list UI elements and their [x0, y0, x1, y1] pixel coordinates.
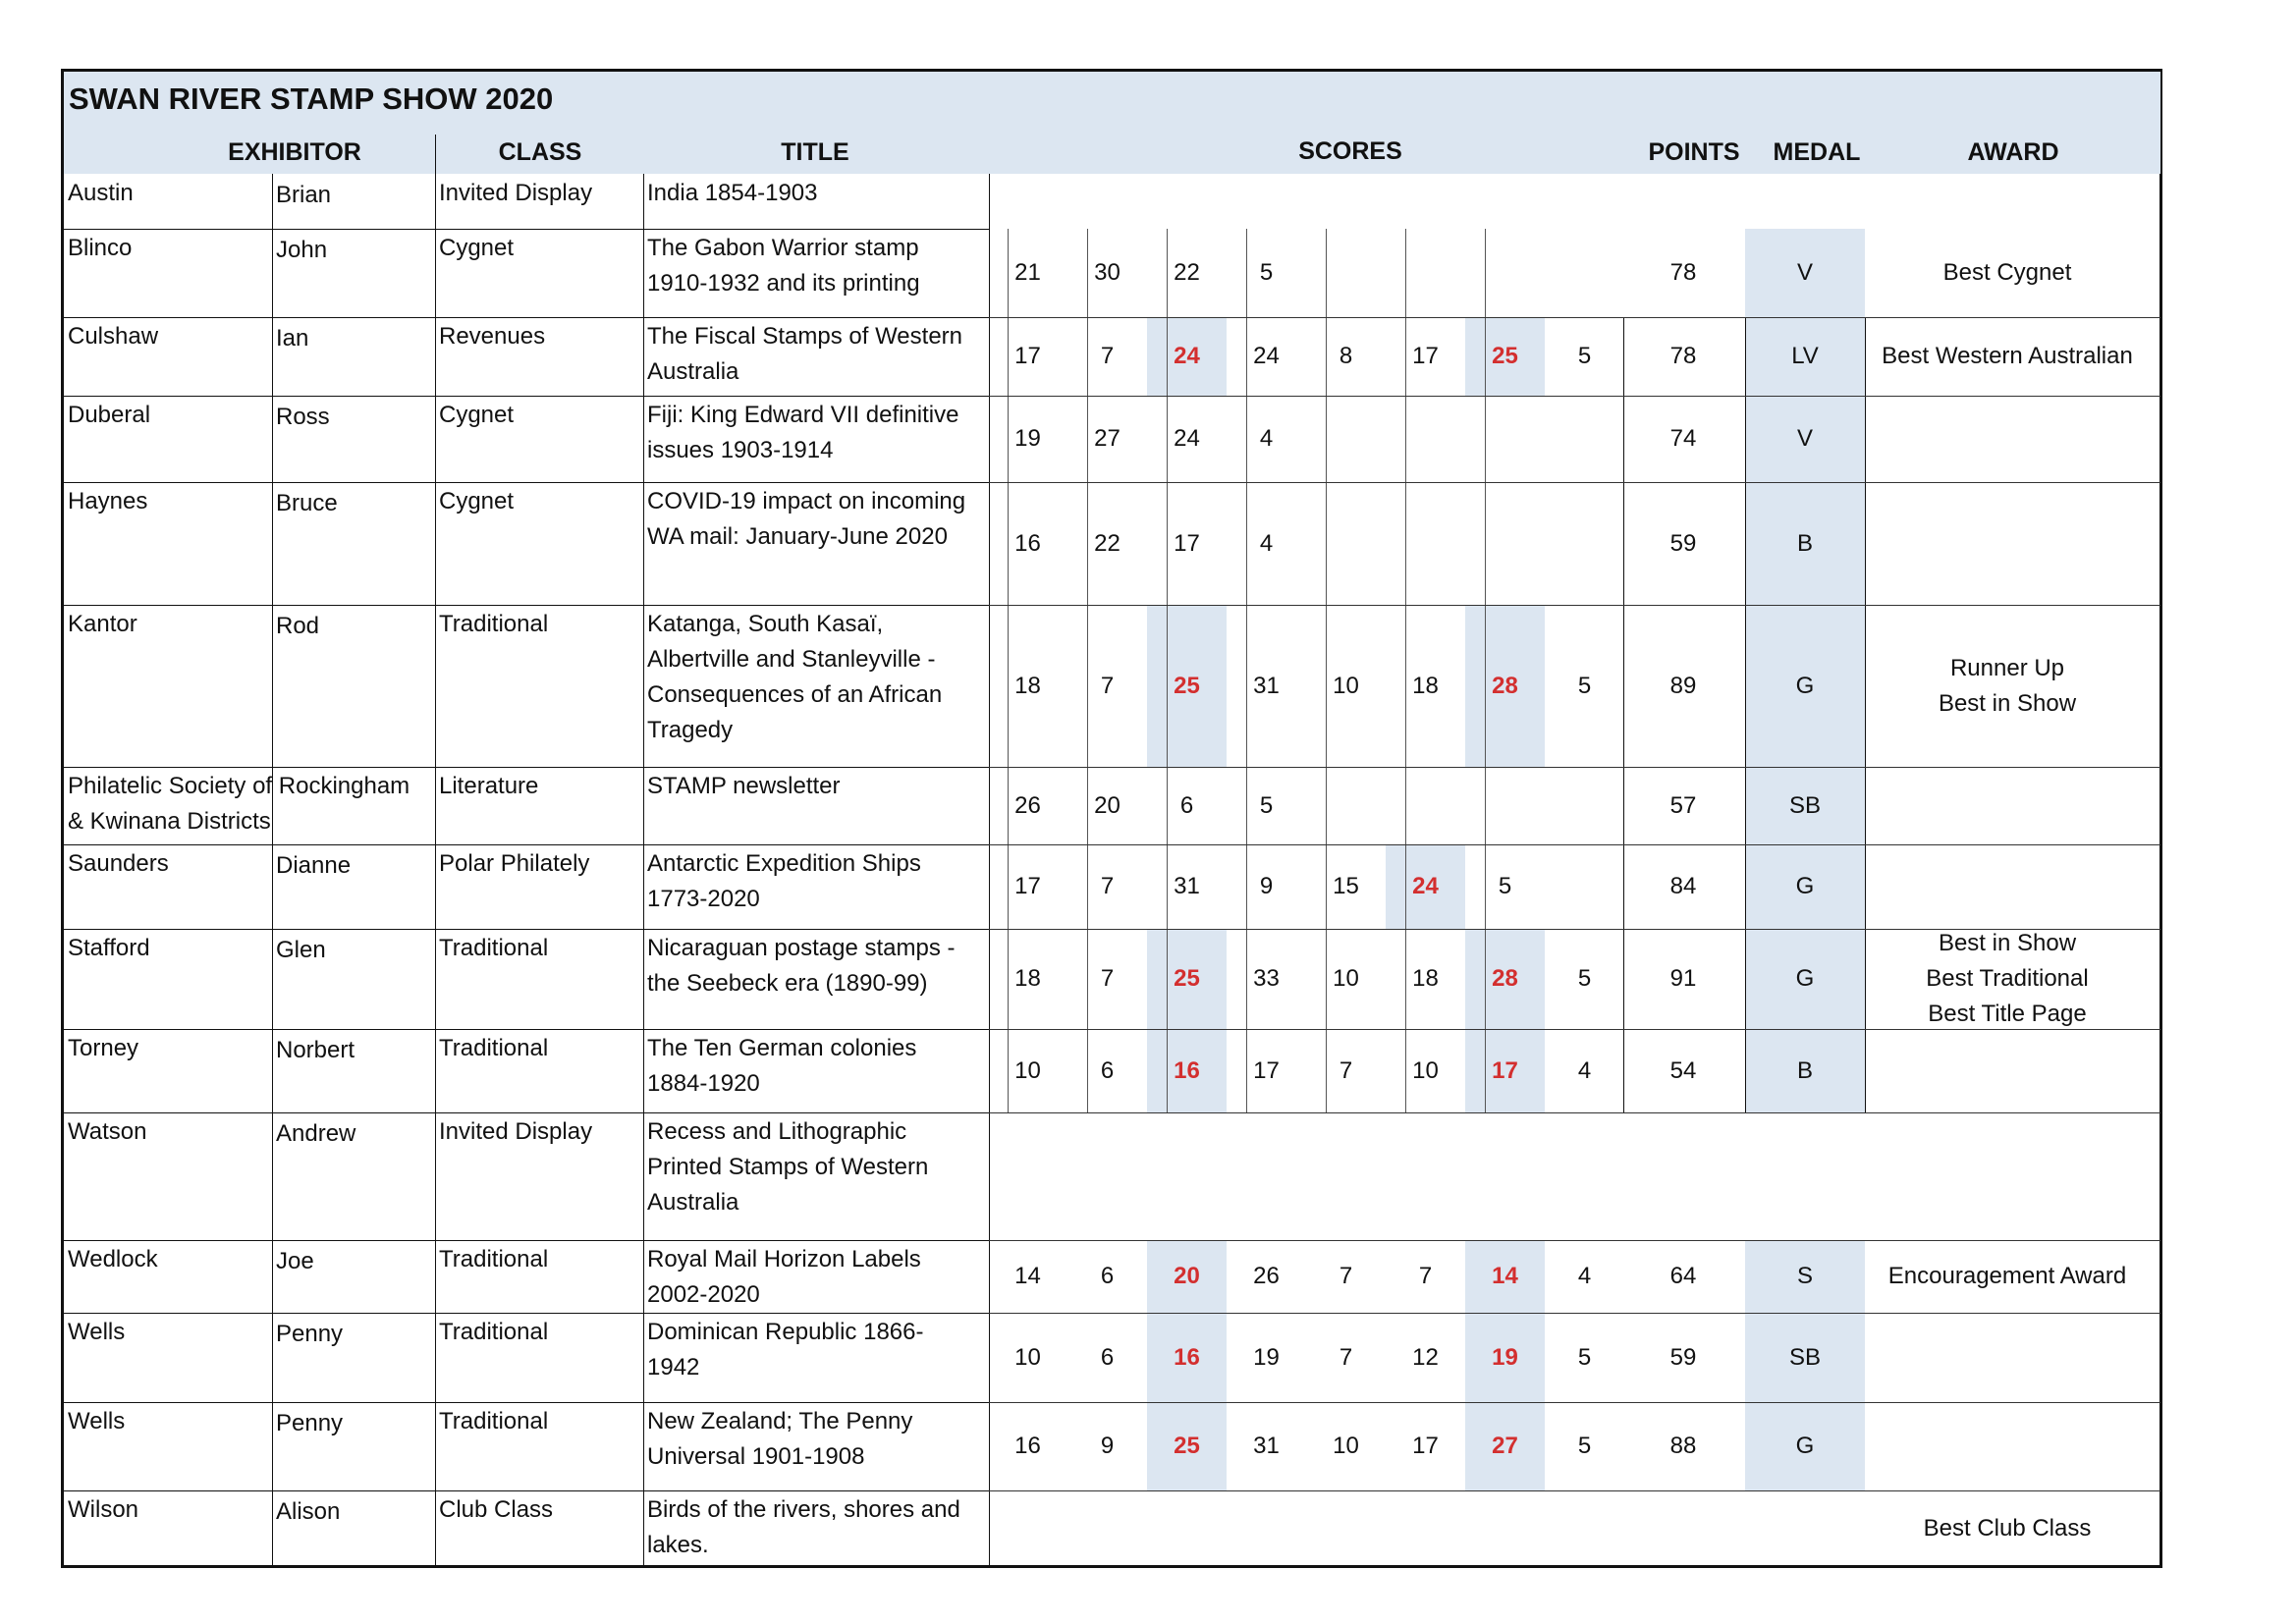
- score-value: 5: [1259, 791, 1274, 819]
- score-value: 24: [1174, 425, 1200, 452]
- score-value: 7: [1339, 1263, 1353, 1289]
- score-value: 10: [1333, 1433, 1359, 1459]
- score-value: 33: [1253, 965, 1280, 992]
- score-value: 6: [1100, 1343, 1115, 1371]
- cell-exhibitor-last: Kantor: [68, 611, 137, 637]
- score-value: 16: [1174, 1056, 1200, 1084]
- score-value: 26: [1014, 791, 1041, 819]
- score-value: 31: [1174, 873, 1200, 899]
- cell-class: Traditional: [439, 1246, 549, 1272]
- points-value: 84: [1669, 873, 1697, 899]
- score-value: 15: [1333, 873, 1359, 899]
- score-value: 5: [1577, 343, 1592, 369]
- points-value: 89: [1669, 672, 1697, 699]
- row-divider-right: [989, 482, 2160, 483]
- row-divider-right: [989, 1112, 2160, 1113]
- column-divider: [643, 174, 644, 1566]
- cell-title-line: 1884-1920: [647, 1070, 760, 1097]
- points-value: 54: [1669, 1056, 1697, 1084]
- results-table: [61, 69, 2162, 1568]
- score-value: 7: [1100, 965, 1115, 992]
- row-divider: [64, 1240, 989, 1241]
- score-value: 24: [1412, 873, 1439, 899]
- row-divider: [64, 767, 989, 768]
- cell-class: Traditional: [439, 935, 549, 961]
- cell-class: Invited Display: [439, 1118, 593, 1145]
- cell-exhibitor-last: Culshaw: [68, 323, 159, 350]
- score-value: 27: [1492, 1433, 1518, 1459]
- score-value: 5: [1577, 1343, 1592, 1371]
- cell-exhibitor-first: Bruce: [276, 490, 338, 516]
- row-divider: [64, 1490, 989, 1491]
- score-value: 8: [1339, 343, 1353, 369]
- row-divider-right: [989, 396, 2160, 397]
- score-value: 7: [1100, 343, 1115, 369]
- cell-title-line: Australia: [647, 1189, 739, 1216]
- medal-value: SB: [1788, 791, 1821, 819]
- score-value: 4: [1577, 1056, 1592, 1084]
- score-value: 24: [1174, 343, 1200, 369]
- cell-title-line: The Gabon Warrior stamp: [647, 235, 919, 261]
- score-value: 17: [1412, 1433, 1439, 1459]
- cell-title-line: Australia: [647, 358, 739, 385]
- medal-value: SB: [1788, 1343, 1821, 1371]
- score-value: 10: [1014, 1056, 1041, 1084]
- cell-title-line: WA mail: January-June 2020: [647, 523, 948, 550]
- cell-exhibitor-first: Joe: [276, 1248, 314, 1274]
- score-value: 7: [1100, 873, 1115, 899]
- score-value: 4: [1577, 1263, 1592, 1289]
- cell-exhibitor-first: John: [276, 237, 328, 263]
- cell-title-line: The Ten German colonies: [647, 1035, 917, 1061]
- cell-exhibitor-last: Saunders: [68, 850, 169, 877]
- award-line: Encouragement Award: [1887, 1263, 2127, 1289]
- cell-exhibitor-last: Austin: [68, 180, 134, 206]
- row-divider-right: [989, 1490, 2160, 1491]
- score-value: 14: [1014, 1263, 1041, 1289]
- score-value: 17: [1014, 343, 1041, 369]
- points-value: 78: [1669, 343, 1697, 369]
- cell-class: Polar Philately: [439, 850, 590, 877]
- cell-exhibitor-first: Ian: [276, 325, 309, 352]
- score-value: 14: [1492, 1263, 1518, 1289]
- score-value: 24: [1253, 343, 1280, 369]
- score-value: 31: [1253, 1433, 1280, 1459]
- award-line: Best Traditional: [1926, 965, 2089, 992]
- header-title: TITLE: [781, 138, 849, 166]
- cell-class: Cygnet: [439, 488, 515, 514]
- cell-class: Literature: [439, 773, 539, 799]
- score-value: 9: [1100, 1433, 1115, 1459]
- cell-exhibitor-first: Penny: [276, 1321, 344, 1347]
- points-value: 74: [1669, 425, 1697, 452]
- row-divider-right: [989, 1313, 2160, 1314]
- cell-title-line: issues 1903-1914: [647, 437, 834, 463]
- cell-class: Cygnet: [439, 235, 515, 261]
- score-value: 18: [1014, 672, 1041, 699]
- cell-title-line: Consequences of an African: [647, 681, 943, 708]
- cell-exhibitor-first: Andrew: [276, 1120, 356, 1147]
- score-value: 5: [1259, 259, 1274, 286]
- points-value: 88: [1669, 1433, 1697, 1459]
- score-value: 10: [1014, 1343, 1041, 1371]
- cell-title-line: COVID-19 impact on incoming: [647, 488, 966, 514]
- points-value: 64: [1669, 1263, 1697, 1289]
- cell-exhibitor-last-line2: & Kwinana Districts: [68, 808, 271, 835]
- cell-class: Club Class: [439, 1496, 554, 1523]
- score-value: 28: [1492, 672, 1518, 699]
- score-value: 5: [1577, 1433, 1592, 1459]
- medal-value: G: [1795, 1433, 1815, 1459]
- row-divider: [64, 929, 989, 930]
- header-exhibitor: EXHIBITOR: [228, 138, 361, 166]
- score-value: 26: [1253, 1263, 1280, 1289]
- row-divider: [64, 396, 989, 397]
- score-value: 17: [1412, 343, 1439, 369]
- score-value: 22: [1094, 529, 1121, 557]
- score-value: 16: [1014, 1433, 1041, 1459]
- cell-title-line: Universal 1901-1908: [647, 1443, 865, 1470]
- cell-title-line: 1773-2020: [647, 886, 760, 912]
- cell-exhibitor-last: Stafford: [68, 935, 150, 961]
- cell-class: Invited Display: [439, 180, 593, 206]
- award-line: Runner Up: [1949, 654, 2065, 681]
- score-value: 6: [1100, 1263, 1115, 1289]
- cell-exhibitor-first: Glen: [276, 937, 326, 963]
- score-value: 17: [1492, 1056, 1518, 1084]
- cell-title-line: Printed Stamps of Western: [647, 1154, 929, 1180]
- row-divider-right: [989, 1402, 2160, 1403]
- score-value: 4: [1259, 529, 1274, 557]
- row-divider: [64, 482, 989, 483]
- score-value: 18: [1014, 965, 1041, 992]
- score-value: 4: [1259, 425, 1274, 452]
- row-divider: [64, 605, 989, 606]
- score-value: 7: [1339, 1056, 1353, 1084]
- score-value: 7: [1100, 672, 1115, 699]
- points-value: 91: [1669, 965, 1697, 992]
- score-value: 31: [1253, 672, 1280, 699]
- score-value: 25: [1174, 965, 1200, 992]
- points-value: 59: [1669, 529, 1697, 557]
- score-value: 25: [1492, 343, 1518, 369]
- row-divider: [64, 317, 989, 318]
- score-value: 18: [1412, 672, 1439, 699]
- row-divider: [64, 229, 989, 230]
- score-value: 9: [1259, 873, 1274, 899]
- cell-title-line: Royal Mail Horizon Labels: [647, 1246, 921, 1272]
- score-value: 19: [1253, 1343, 1280, 1371]
- cell-class: Traditional: [439, 1035, 549, 1061]
- cell-title-line: New Zealand; The Penny: [647, 1408, 913, 1435]
- header-points: POINTS: [1648, 138, 1740, 166]
- row-divider-right: [989, 605, 2160, 606]
- cell-exhibitor-first: Rod: [276, 613, 320, 639]
- cell-class: Revenues: [439, 323, 546, 350]
- cell-exhibitor-last: Wells: [68, 1319, 126, 1345]
- score-value: 7: [1418, 1263, 1433, 1289]
- cell-exhibitor-last: Philatelic Society of Rockingham: [68, 773, 410, 799]
- row-divider-right: [989, 767, 2160, 768]
- medal-value: V: [1796, 259, 1813, 286]
- score-value: 28: [1492, 965, 1518, 992]
- row-divider-right: [989, 317, 2160, 318]
- score-value: 18: [1412, 965, 1439, 992]
- cell-title-line: the Seebeck era (1890-99): [647, 970, 928, 997]
- cell-title-line: Katanga, South Kasaï,: [647, 611, 884, 637]
- score-value: 16: [1014, 529, 1041, 557]
- award-line: Best Club Class: [1923, 1514, 2092, 1542]
- points-value: 78: [1669, 259, 1697, 286]
- award-line: Best Western Australian: [1882, 343, 2133, 369]
- score-value: 5: [1577, 672, 1592, 699]
- cell-exhibitor-last: Torney: [68, 1035, 139, 1061]
- score-value: 10: [1333, 965, 1359, 992]
- cell-exhibitor-last: Haynes: [68, 488, 148, 514]
- cell-exhibitor-first: Dianne: [276, 852, 352, 879]
- cell-title-line: The Fiscal Stamps of Western: [647, 323, 962, 350]
- score-value: 10: [1412, 1056, 1439, 1084]
- row-divider: [64, 1313, 989, 1314]
- cell-title-line: lakes.: [647, 1532, 709, 1558]
- cell-exhibitor-last: Blinco: [68, 235, 133, 261]
- score-value: 12: [1412, 1343, 1439, 1371]
- score-value: 7: [1339, 1343, 1353, 1371]
- cell-exhibitor-last: Watson: [68, 1118, 147, 1145]
- score-value: 20: [1094, 791, 1121, 819]
- score-value: 10: [1333, 672, 1359, 699]
- score-value: 27: [1094, 425, 1121, 452]
- medal-value: B: [1796, 1056, 1813, 1084]
- score-value: 25: [1174, 672, 1200, 699]
- cell-title-line: 1910-1932 and its printing: [647, 270, 920, 297]
- award-line: Best Title Page: [1928, 1001, 2087, 1027]
- score-value: 25: [1174, 1433, 1200, 1459]
- cell-class: Cygnet: [439, 402, 515, 428]
- score-value: 6: [1100, 1056, 1115, 1084]
- column-divider: [272, 174, 273, 1566]
- cell-exhibitor-first: Brian: [276, 182, 332, 208]
- cell-title-line: 1942: [647, 1354, 700, 1380]
- row-divider: [64, 1402, 989, 1403]
- cell-exhibitor-last: Duberal: [68, 402, 151, 428]
- medal-value: G: [1795, 965, 1815, 992]
- score-value: 5: [1577, 965, 1592, 992]
- cell-title-line: Nicaraguan postage stamps -: [647, 935, 956, 961]
- points-value: 57: [1669, 791, 1697, 819]
- points-value: 59: [1669, 1343, 1697, 1371]
- medal-value: LV: [1791, 343, 1819, 369]
- row-divider-right: [989, 1240, 2160, 1241]
- cell-title-line: India 1854-1903: [647, 180, 818, 206]
- cell-exhibitor-first: Norbert: [276, 1037, 355, 1063]
- cell-class: Traditional: [439, 611, 549, 637]
- award-line: Best Cygnet: [1942, 259, 2072, 286]
- score-value: 21: [1014, 259, 1041, 286]
- cell-exhibitor-last: Wells: [68, 1408, 126, 1435]
- score-value: 17: [1014, 873, 1041, 899]
- medal-value: B: [1796, 529, 1813, 557]
- score-value: 22: [1174, 259, 1200, 286]
- cell-title-line: STAMP newsletter: [647, 773, 841, 799]
- cell-title-line: Recess and Lithographic: [647, 1118, 907, 1145]
- cell-title-line: Antarctic Expedition Ships: [647, 850, 921, 877]
- cell-exhibitor-first: Alison: [276, 1498, 341, 1525]
- cell-class: Traditional: [439, 1408, 549, 1435]
- cell-title-line: Tragedy: [647, 717, 734, 743]
- cell-exhibitor-first: Penny: [276, 1410, 344, 1436]
- cell-class: Traditional: [439, 1319, 549, 1345]
- score-value: 17: [1253, 1056, 1280, 1084]
- header-medal: MEDAL: [1773, 138, 1861, 166]
- cell-title-line: Dominican Republic 1866-: [647, 1319, 924, 1345]
- row-divider-right: [989, 844, 2160, 845]
- header-class: CLASS: [498, 138, 582, 166]
- score-value: 5: [1498, 873, 1512, 899]
- cell-title-line: Fiji: King Edward VII definitive: [647, 402, 959, 428]
- score-value: 16: [1174, 1343, 1200, 1371]
- column-divider: [435, 135, 436, 1566]
- row-divider: [64, 1029, 989, 1030]
- row-divider: [64, 1112, 989, 1113]
- cell-title-line: Albertville and Stanleyville -: [647, 646, 936, 673]
- row-divider: [64, 844, 989, 845]
- award-line: Best in Show: [1938, 930, 2077, 956]
- medal-value: G: [1795, 672, 1815, 699]
- medal-value: V: [1796, 425, 1813, 452]
- score-value: 30: [1094, 259, 1121, 286]
- cell-exhibitor-first: Ross: [276, 404, 330, 430]
- score-value: 17: [1174, 529, 1200, 557]
- cell-title-line: Birds of the rivers, shores and: [647, 1496, 960, 1523]
- cell-title-line: 2002-2020: [647, 1281, 760, 1308]
- medal-value: G: [1795, 873, 1815, 899]
- medal-value: S: [1796, 1263, 1813, 1289]
- award-line: Best in Show: [1938, 689, 2077, 717]
- score-value: 20: [1174, 1263, 1200, 1289]
- score-value: 19: [1014, 425, 1041, 452]
- header-award: AWARD: [1967, 138, 2059, 166]
- table-title: SWAN RIVER STAMP SHOW 2020: [69, 81, 554, 116]
- score-value: 6: [1179, 791, 1194, 819]
- header-scores: SCORES: [1298, 137, 1402, 165]
- cell-exhibitor-last: Wedlock: [68, 1246, 158, 1272]
- cell-exhibitor-last: Wilson: [68, 1496, 139, 1523]
- score-value: 19: [1492, 1343, 1518, 1371]
